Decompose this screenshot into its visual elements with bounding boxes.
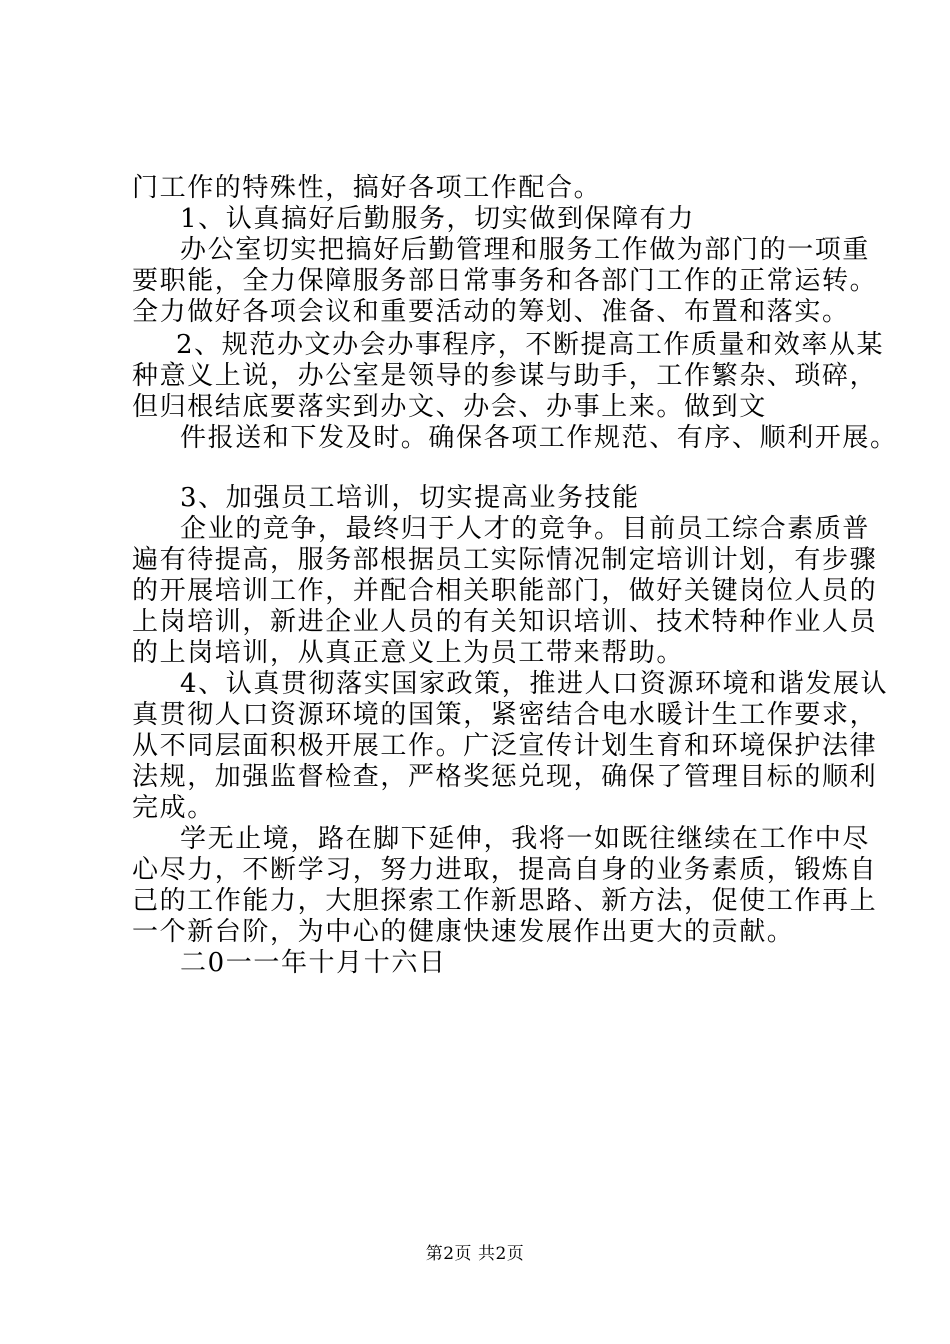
text-line: 全力做好各项会议和重要活动的筹划、准备、布置和落实。	[132, 297, 850, 327]
text-line: 但归根结底要落实到办文、办会、办事上来。做到文	[132, 392, 767, 422]
text-line: 办公室切实把搞好后勤管理和服务工作做为部门的一项重	[180, 235, 871, 265]
text-line: 一个新台阶，为中心的健康快速发展作出更大的贡献。	[132, 917, 795, 947]
date-line: 二0一一年十月十六日	[180, 948, 447, 978]
text-line: 上岗培训，新进企业人员的有关知识培训、技术特种作业人员	[132, 607, 878, 637]
text-line: 要职能，全力保障服务部日常事务和各部门工作的正常运转。	[132, 266, 878, 296]
section-heading: 3、加强员工培训，切实提高业务技能	[180, 483, 640, 513]
text-line: 的开展培训工作，并配合相关职能部门，做好关键岗位人员的	[132, 576, 878, 606]
text-line: 门工作的特殊性，搞好各项工作配合。	[132, 173, 602, 203]
text-line: 己的工作能力，大胆探索工作新思路、新方法，促使工作再上	[132, 886, 878, 916]
section-heading: 1、认真搞好后勤服务，切实做到保障有力	[180, 204, 695, 234]
text-line: 真贯彻人口资源环境的国策，紧密结合电水暖计生工作要求，	[132, 700, 878, 730]
text-line: 种意义上说，办公室是领导的参谋与助手，工作繁杂、琐碎，	[132, 361, 878, 391]
text-line: 件报送和下发及时。确保各项工作规范、有序、顺利开展。	[180, 423, 898, 453]
text-line: 法规，加强监督检查，严格奖惩兑现，确保了管理目标的顺利	[132, 762, 878, 792]
section-heading: 2、规范办文办会办事程序，不断提高工作质量和效率从某	[176, 330, 885, 360]
text-line: 心尽力，不断学习，努力进取，提高自身的业务素质，锻炼自	[132, 855, 878, 885]
text-line: 完成。	[132, 793, 215, 823]
text-line: 学无止境，路在脚下延伸，我将一如既往继续在工作中尽	[180, 824, 871, 854]
page-number-footer: 第2页 共2页	[425, 1244, 525, 1264]
text-line: 遍有待提高，服务部根据员工实际情况制定培训计划，有步骤	[132, 545, 878, 575]
text-line: 企业的竞争，最终归于人才的竞争。目前员工综合素质普	[180, 514, 871, 544]
section-heading: 4、认真贯彻落实国家政策，推进人口资源环境和谐发展认	[180, 669, 889, 699]
text-line: 的上岗培训，从真正意义上为员工带来帮助。	[132, 638, 685, 668]
text-line: 从不同层面积极开展工作。广泛宣传计划生育和环境保护法律	[132, 731, 878, 761]
